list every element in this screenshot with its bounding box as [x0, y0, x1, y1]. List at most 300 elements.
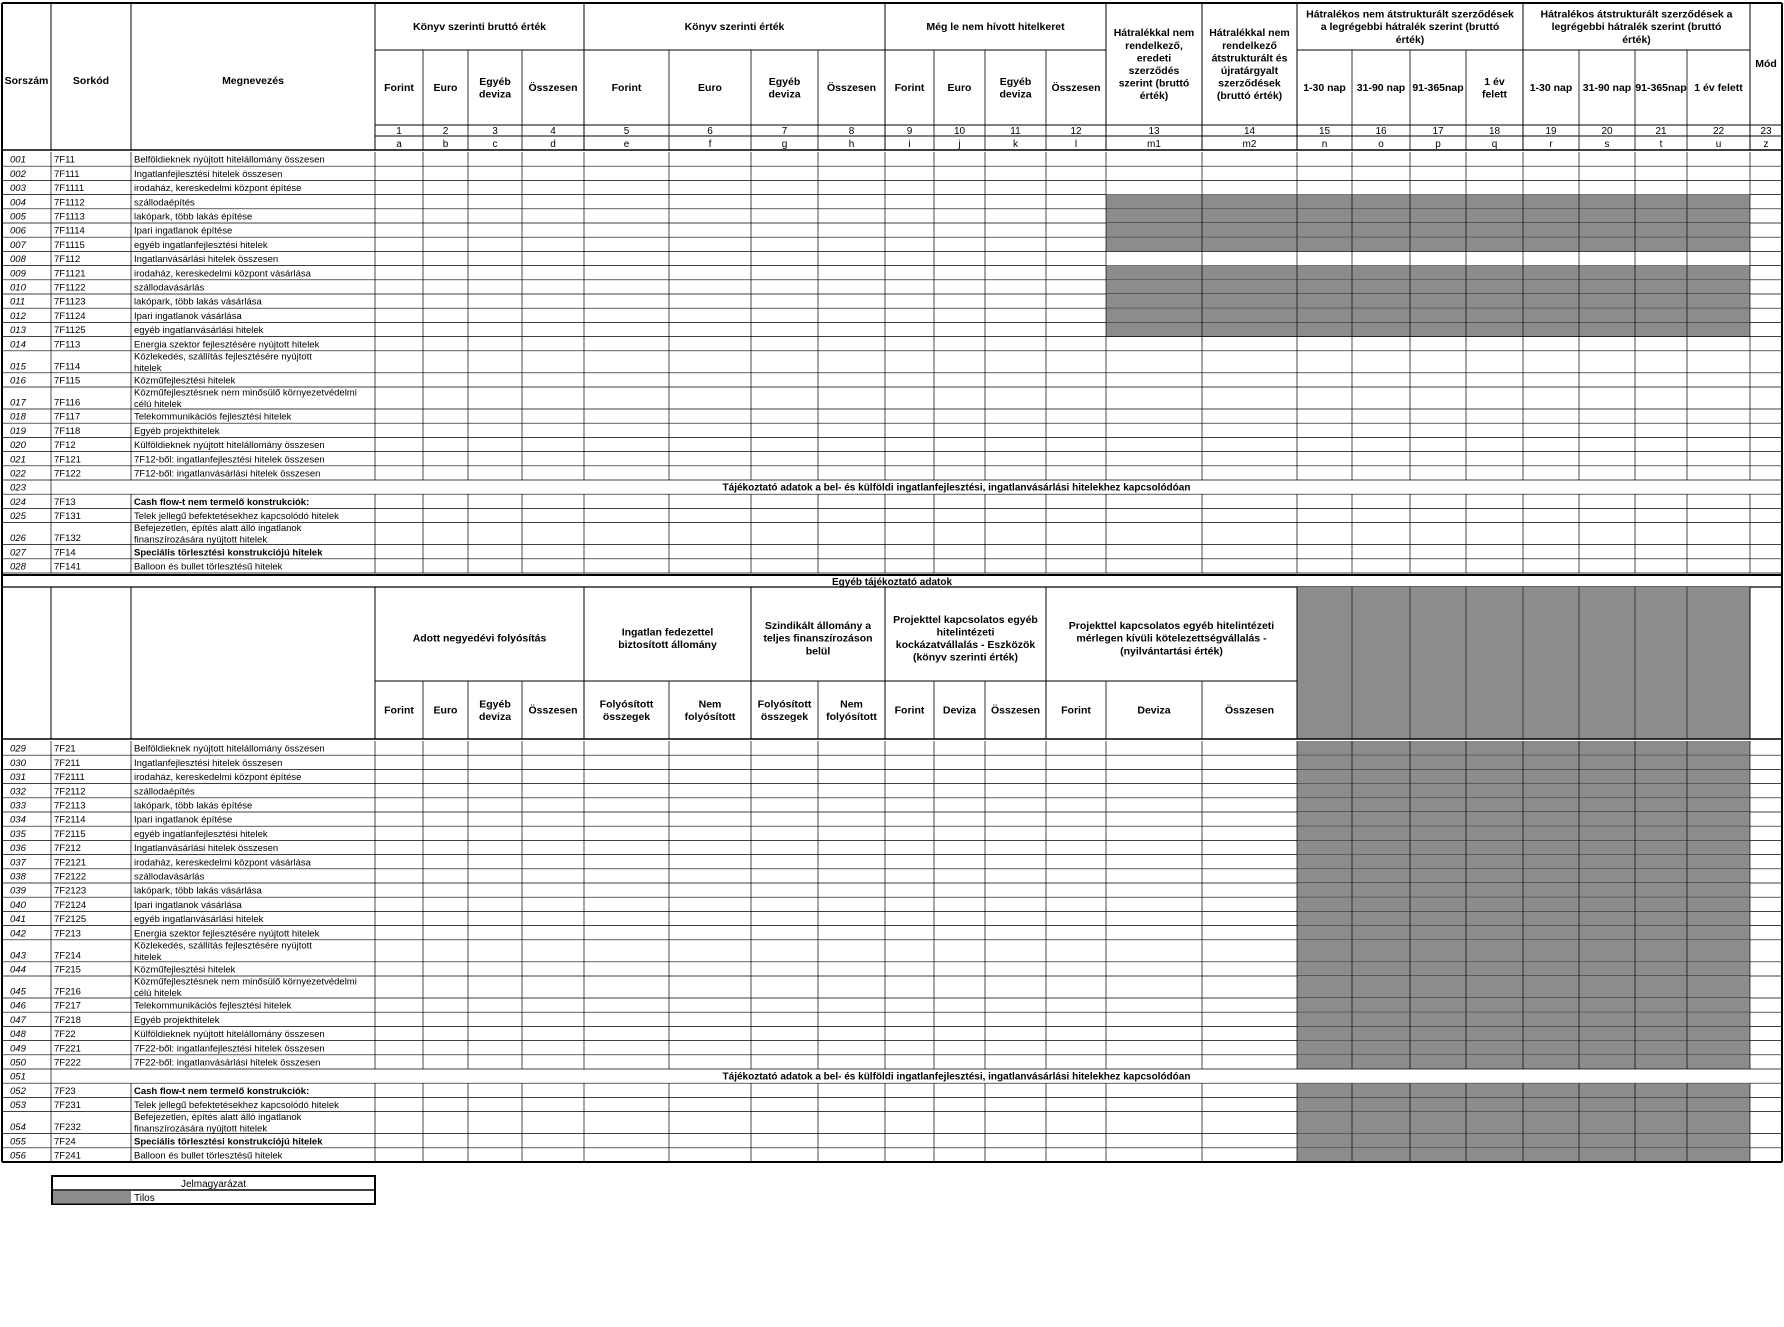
column-number: 12: [1070, 126, 1082, 137]
column-subheader: Folyósított összegek: [599, 698, 654, 723]
grey-cell: [1523, 784, 1579, 798]
grey-cell: [1635, 926, 1687, 940]
grey-cell: [1297, 812, 1352, 826]
row-number: 017: [10, 397, 26, 409]
grey-cell: [1523, 769, 1579, 783]
grey-cell: [1410, 1148, 1466, 1162]
egyeb-banner: Egyéb tájékoztató adatok: [831, 577, 953, 588]
row-number: 028: [10, 561, 26, 573]
row-code: 7F114: [54, 361, 81, 373]
column-subheader: Egyéb deviza: [999, 75, 1032, 101]
row-number: 056: [10, 1150, 26, 1162]
grey-cell: [1579, 976, 1635, 998]
row-name: irodaház, kereskedelmi központ építése: [134, 183, 302, 195]
column-group-title: Hátralékos nem átstrukturált szerződések a legrégebbi hátralék szerint (bruttó érték): [1306, 8, 1514, 46]
grey-cell: [1687, 209, 1750, 223]
grey-cell: [1579, 266, 1635, 280]
grey-cell: [1635, 1112, 1687, 1134]
grey-cell: [1687, 1134, 1750, 1148]
row-name: Ingatlanvásárlási hitelek összesen: [134, 254, 279, 266]
grey-cell: [1297, 926, 1352, 940]
row-number: 032: [10, 786, 26, 798]
column-subheader: Egyéb deviza: [768, 75, 801, 101]
row-code: 7F213: [54, 928, 81, 940]
grey-cell: [1635, 1041, 1687, 1055]
grey-cell: [1466, 883, 1523, 897]
row-code: 7F2113: [54, 800, 86, 812]
row-number: 037: [10, 857, 26, 869]
grey-cell: [1466, 223, 1523, 237]
grey-cell: [1466, 869, 1523, 883]
row-code: 7F111: [54, 168, 80, 180]
row-number: 055: [10, 1136, 26, 1148]
grey-cell: [1106, 308, 1202, 322]
row-code: 7F112: [54, 254, 81, 266]
column-subheader: 31-90 nap: [1356, 82, 1406, 95]
grey-cell: [1523, 1134, 1579, 1148]
grey-cell: [1202, 209, 1297, 223]
row-code: 7F115: [54, 375, 81, 387]
grey-cell: [1523, 1148, 1579, 1162]
row-code: 7F23: [54, 1085, 76, 1097]
column-group-title: Könyv szerinti érték: [684, 21, 785, 34]
grey-cell: [1410, 308, 1466, 322]
grey-cell: [1466, 962, 1523, 976]
row-name: Ipari ingatlanok vásárlása: [134, 899, 242, 911]
grey-cell: [1635, 755, 1687, 769]
grey-cell: [1410, 755, 1466, 769]
row-number: 027: [10, 547, 26, 559]
grey-cell: [1466, 812, 1523, 826]
grey-cell: [1297, 1134, 1352, 1148]
grey-cell: [1687, 883, 1750, 897]
column-letter: u: [1715, 139, 1722, 150]
grey-cell: [1635, 826, 1687, 840]
grey-cell: [1202, 280, 1297, 294]
row-name: 7F12-ből: ingatlanfejlesztési hitelek összesen: [134, 454, 325, 466]
grey-cell: [1410, 223, 1466, 237]
grey-cell: [1466, 1026, 1523, 1040]
grey-cell: [1579, 1012, 1635, 1026]
grey-cell: [1635, 1097, 1687, 1111]
grey-cell: [1352, 1026, 1410, 1040]
grey-cell: [1410, 741, 1466, 755]
row-code: 7F1112: [54, 197, 85, 209]
row-number: 014: [10, 339, 26, 351]
grey-cell: [1352, 784, 1410, 798]
grey-cell: [1579, 741, 1635, 755]
row-code: 7F1113: [54, 211, 85, 223]
column-subheader: Nem folyósított: [684, 698, 736, 723]
grey-cell: [1106, 237, 1202, 251]
grey-cell: [1297, 1083, 1352, 1097]
column-letter: z: [1763, 139, 1769, 150]
column-subheader: Nem folyósított: [826, 698, 877, 723]
grey-cell: [1523, 962, 1579, 976]
row-name: Energia szektor fejlesztésére nyújtott hitelek: [134, 339, 320, 351]
column-letter: h: [848, 139, 855, 150]
grey-cell: [1523, 266, 1579, 280]
column-group-title: Hátralékkal nem rendelkező, eredeti szerződés szerint (bruttó érték): [1113, 27, 1195, 103]
row-name: lakópark, több lakás vásárlása: [134, 885, 262, 897]
column-group-title: Projekttel kapcsolatos egyéb hitelintézeti kockázatvállalás - Eszközök (könyv szerinti érték): [893, 613, 1038, 664]
row-number: 038: [10, 871, 26, 883]
column-subheader: Forint: [384, 704, 414, 717]
column-number: 13: [1148, 126, 1160, 137]
grey-cell: [1635, 223, 1687, 237]
column-subheader: 91-365nap: [1412, 82, 1464, 95]
column-subheader: Euro: [947, 82, 972, 95]
grey-cell: [1466, 1083, 1523, 1097]
row-code: 7F1111: [54, 183, 85, 195]
grey-cell: [1687, 266, 1750, 280]
grey-cell: [1297, 1097, 1352, 1111]
row-code: 7F222: [54, 1057, 81, 1069]
row-code: 7F132: [54, 533, 81, 545]
grey-cell: [1635, 1055, 1687, 1069]
grey-cell: [1579, 1097, 1635, 1111]
column-subheader: Egyéb deviza: [478, 698, 512, 723]
column-subheader: Euro: [433, 704, 458, 717]
grey-cell: [1687, 769, 1750, 783]
grey-cell: [1410, 1134, 1466, 1148]
row-name: lakópark, több lakás építése: [134, 211, 253, 223]
row-number: 009: [10, 268, 26, 280]
grey-cell: [1410, 294, 1466, 308]
grey-cell: [1410, 962, 1466, 976]
row-number: 050: [10, 1057, 26, 1069]
column-subheader: Forint: [894, 704, 925, 717]
grey-cell: [1579, 209, 1635, 223]
grey-cell: [1202, 294, 1297, 308]
grey-cell: [1687, 322, 1750, 336]
grey-cell: [1297, 840, 1352, 854]
grey-cell: [1297, 826, 1352, 840]
row-number: 002: [10, 168, 26, 180]
grey-cell: [1687, 869, 1750, 883]
row-code: 7F116: [54, 397, 81, 409]
grey-cell: [1466, 976, 1523, 998]
grey-cell: [1106, 266, 1202, 280]
grey-cell: [1466, 998, 1523, 1012]
grey-cell: [1635, 962, 1687, 976]
grey-cell: [1466, 826, 1523, 840]
row-number: 034: [10, 814, 26, 826]
grey-cell: [1523, 1112, 1579, 1134]
grey-cell: [1202, 223, 1297, 237]
grey-cell: [1352, 1148, 1410, 1162]
row-number: 047: [10, 1014, 26, 1026]
row-code: 7F212: [54, 843, 81, 855]
row-code: 7F121: [54, 454, 81, 466]
grey-cell: [1410, 926, 1466, 940]
grey-cell: [1466, 1041, 1523, 1055]
grey-cell: [1352, 826, 1410, 840]
sorkod-header: Sorkód: [72, 75, 110, 87]
grey-cell: [1523, 883, 1579, 897]
grey-cell: [1579, 798, 1635, 812]
grey-cell: [1106, 294, 1202, 308]
grey-cell: [1635, 976, 1687, 998]
grey-cell: [1352, 195, 1410, 209]
grey-cell: [1352, 869, 1410, 883]
column-number: 3: [492, 126, 498, 137]
grey-cell: [1635, 998, 1687, 1012]
column-group-title: Ingatlan fedezettel biztosított állomány: [618, 626, 717, 651]
grey-cell: [1297, 998, 1352, 1012]
row-name: Telekommunikációs fejlesztési hitelek: [134, 1000, 292, 1012]
row-name: Ipari ingatlanok vásárlása: [134, 310, 242, 322]
grey-cell: [1352, 1041, 1410, 1055]
row-code: 7F241: [54, 1150, 81, 1162]
grey-cell: [1352, 1097, 1410, 1111]
column-letter: j: [958, 139, 961, 150]
row-name: irodaház, kereskedelmi központ vásárlása: [134, 857, 311, 869]
grey-cell: [1297, 1041, 1352, 1055]
column-subheader: 1 év felett: [1481, 75, 1508, 101]
grey-cell: [1635, 1012, 1687, 1026]
grey-cell: [1635, 237, 1687, 251]
grey-cell: [1466, 769, 1523, 783]
column-number: 1: [396, 126, 402, 137]
row-number: 041: [10, 914, 26, 926]
row-name: Balloon és bullet törlesztésű hitelek: [134, 561, 283, 573]
grey-cell: [1579, 1055, 1635, 1069]
grey-cell: [1202, 237, 1297, 251]
column-subheader: 91-365nap: [1635, 82, 1687, 95]
row-number: 019: [10, 425, 26, 437]
grey-cell: [1687, 1041, 1750, 1055]
legend-label: Tilos: [134, 1193, 155, 1204]
column-number: 19: [1545, 126, 1557, 137]
column-group-title: Hátralékos átstrukturált szerződések a legrégebbi hátralék szerint (bruttó érték): [1540, 8, 1733, 46]
grey-cell: [1297, 237, 1352, 251]
row-code: 7F1123: [54, 296, 86, 308]
grey-cell: [1687, 1012, 1750, 1026]
grey-cell: [1635, 1148, 1687, 1162]
grey-cell: [1579, 195, 1635, 209]
grey-cell: [1352, 1012, 1410, 1026]
row-number: 040: [10, 899, 26, 911]
row-number: 007: [10, 239, 26, 251]
column-subheader: Folyósított összegek: [757, 698, 812, 723]
grey-cell: [1523, 897, 1579, 911]
row-code: 7F22: [54, 1029, 76, 1041]
grey-cell: [1352, 840, 1410, 854]
grey-cell: [1352, 1055, 1410, 1069]
row-code: 7F2121: [54, 857, 87, 869]
column-number: 6: [707, 126, 713, 137]
grey-cell: [1687, 741, 1750, 755]
row-number: 001: [10, 154, 26, 166]
grey-cell: [1635, 308, 1687, 322]
grey-cell: [1297, 322, 1352, 336]
row-code: 7F221: [54, 1043, 81, 1055]
grey-cell: [1410, 826, 1466, 840]
grey-cell: [1466, 308, 1523, 322]
row-name: Közműfejlesztésnek nem minősülő környezetvédelmi célú hitelek: [134, 976, 357, 1000]
grey-cell: [1352, 741, 1410, 755]
grey-cell: [1687, 926, 1750, 940]
column-subheader: Euro: [433, 82, 458, 95]
column-letter: c: [492, 139, 498, 150]
grey-cell: [1579, 1041, 1635, 1055]
row-number: 026: [10, 533, 26, 545]
grey-cell: [1579, 1148, 1635, 1162]
row-number: 045: [10, 986, 26, 998]
row-code: 7F2125: [54, 914, 87, 926]
grey-cell: [1579, 237, 1635, 251]
column-subheader: Összesen: [990, 704, 1041, 717]
row-number: 043: [10, 950, 26, 962]
grey-cell: [1297, 784, 1352, 798]
grey-cell: [1410, 998, 1466, 1012]
grey-cell: [1523, 911, 1579, 925]
column-number: 18: [1488, 126, 1501, 137]
column-subheader: Összesen: [826, 82, 877, 95]
row-code: 7F2112: [54, 786, 86, 798]
row-name: egyéb ingatlanfejlesztési hitelek: [134, 239, 268, 251]
column-number: 14: [1243, 126, 1256, 137]
legend-swatch: [53, 1191, 131, 1204]
grey-cell: [1523, 195, 1579, 209]
grey-cell: [1466, 784, 1523, 798]
column-group-title: Hátralékkal nem rendelkező átstrukturált és újratárgyalt szerződések (bruttó érték): [1209, 27, 1290, 103]
row-code: 7F1124: [54, 310, 86, 322]
row-code: 7F214: [54, 950, 81, 962]
row-name: Ingatlanfejlesztési hitelek összesen: [134, 168, 283, 180]
column-group-title: Szindikált állomány a teljes finanszírozáson belül: [763, 620, 873, 658]
row-name: szállodaépítés: [134, 786, 195, 798]
column-number: 20: [1601, 126, 1613, 137]
row-code: 7F216: [54, 986, 81, 998]
grey-cell: [1410, 237, 1466, 251]
grey-cell: [1352, 940, 1410, 962]
grey-cell: [1410, 869, 1466, 883]
grey-cell: [1523, 976, 1579, 998]
grey-cell: [1466, 855, 1523, 869]
grey-cell: [1579, 897, 1635, 911]
grey-cell: [1466, 1097, 1523, 1111]
grey-cell: [1635, 855, 1687, 869]
grey-cell: [1523, 812, 1579, 826]
row-number: 008: [10, 254, 26, 266]
grey-cell: [1579, 826, 1635, 840]
info-banner: Tájékoztató adatok a bel- és külföldi ingatlanfejlesztési, ingatlanvásárlási hitelekhez kapcsolódóan: [722, 1071, 1191, 1083]
grey-cell: [1523, 237, 1579, 251]
column-letter: l: [1074, 139, 1078, 150]
row-name: Ingatlanvásárlási hitelek összesen: [134, 843, 279, 855]
sorszam-header: Sorszám: [4, 75, 49, 87]
grey-cell: [1523, 280, 1579, 294]
grey-cell: [1635, 195, 1687, 209]
column-letter: o: [1378, 139, 1384, 150]
row-name: egyéb ingatlanvásárlási hitelek: [134, 325, 264, 337]
grey-cell: [1106, 322, 1202, 336]
grey-cell: [1687, 798, 1750, 812]
grey-cell: [1297, 223, 1352, 237]
row-number: 005: [10, 211, 26, 223]
grey-cell: [1579, 869, 1635, 883]
column-letter: s: [1604, 139, 1610, 150]
grey-cell: [1579, 755, 1635, 769]
column-subheader: 1 év felett: [1694, 82, 1743, 95]
grey-cell: [1466, 587, 1523, 739]
row-name: lakópark, több lakás építése: [134, 800, 253, 812]
row-name: Közműfejlesztési hitelek: [134, 964, 236, 976]
grey-cell: [1202, 195, 1297, 209]
grey-cell: [1687, 237, 1750, 251]
row-code: 7F231: [54, 1100, 81, 1112]
grey-cell: [1635, 897, 1687, 911]
grey-cell: [1410, 784, 1466, 798]
row-name: szállodaépítés: [134, 197, 195, 209]
grey-cell: [1410, 1026, 1466, 1040]
grey-cell: [1687, 784, 1750, 798]
column-number: 16: [1375, 126, 1387, 137]
grey-cell: [1352, 976, 1410, 998]
grey-cell: [1579, 1112, 1635, 1134]
row-name: Telek jellegű befektetésekhez kapcsolódó hitelek: [134, 1100, 339, 1112]
column-letter: k: [1013, 139, 1018, 150]
grey-cell: [1523, 855, 1579, 869]
grey-cell: [1635, 1134, 1687, 1148]
grey-cell: [1352, 308, 1410, 322]
column-number: 11: [1010, 126, 1021, 137]
grey-cell: [1687, 840, 1750, 854]
grey-cell: [1297, 962, 1352, 976]
grey-cell: [1410, 883, 1466, 897]
column-letter: q: [1491, 139, 1498, 150]
column-subheader: Összesen: [1051, 82, 1101, 95]
grey-cell: [1635, 322, 1687, 336]
grey-cell: [1352, 280, 1410, 294]
column-number: 4: [550, 126, 556, 137]
grey-cell: [1106, 195, 1202, 209]
row-name: Cash flow-t nem termelő konstrukciók:: [134, 496, 310, 508]
grey-cell: [1579, 926, 1635, 940]
grey-cell: [1106, 223, 1202, 237]
grey-cell: [1635, 798, 1687, 812]
grey-cell: [1352, 755, 1410, 769]
column-letter: g: [781, 139, 788, 150]
grey-cell: [1579, 1083, 1635, 1097]
row-code: 7F211: [54, 757, 81, 769]
grey-cell: [1523, 587, 1579, 739]
row-number: 016: [10, 375, 26, 387]
row-code: 7F131: [54, 511, 81, 523]
grey-cell: [1297, 911, 1352, 925]
grey-cell: [1635, 294, 1687, 308]
grey-cell: [1579, 322, 1635, 336]
grey-cell: [1466, 1012, 1523, 1026]
grey-cell: [1352, 897, 1410, 911]
grey-cell: [1466, 1148, 1523, 1162]
column-subheader: Forint: [1061, 704, 1091, 717]
row-name: Energia szektor fejlesztésére nyújtott hitelek: [134, 928, 320, 940]
grey-cell: [1466, 209, 1523, 223]
row-code: 7F2111: [54, 772, 85, 784]
grey-cell: [1297, 294, 1352, 308]
grey-cell: [1297, 280, 1352, 294]
column-number: 5: [623, 126, 630, 137]
grey-cell: [1202, 308, 1297, 322]
grey-cell: [1352, 266, 1410, 280]
grey-cell: [1687, 1083, 1750, 1097]
row-code: 7F1121: [54, 268, 86, 280]
grey-cell: [1635, 940, 1687, 962]
row-name: Egyéb projekthitelek: [134, 1014, 220, 1026]
